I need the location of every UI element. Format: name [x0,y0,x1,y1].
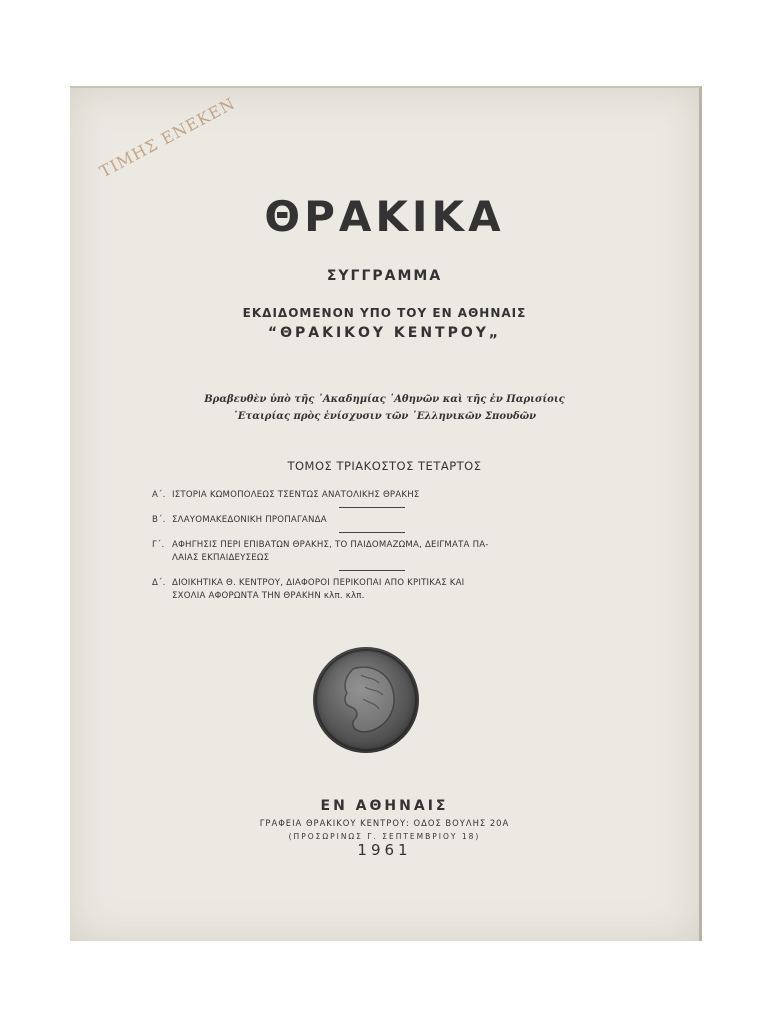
publisher-address: ΓΡΑΦΕΙΑ ΘΡΑΚΙΚΟΥ ΚΕΝΤΡΟΥ: ΟΔΟΣ ΒΟΥΛΗΣ 20Α [259,818,510,828]
entry-letter: Α΄. [152,490,166,500]
publication-year: 1961 [357,841,412,859]
publisher-line-2: “ΘΡΑΚΙΚΟΥ ΚΕΝΤΡΟΥ„ [267,325,502,341]
table-of-contents [152,489,592,603]
library-stamp: ΤΙΜΗΣ ΕΝΕΚΕΝ [96,93,239,182]
entry-text: ΣΛΑΥΟΜΑΚΕΔΟΝΙΚΗ ΠΡΟΠΑΓΑΝΔΑ [172,515,327,525]
publication-place: ΕΝ ΑΘΗΝΑΙΣ [320,798,449,814]
entry-letter: Γ΄. [152,540,165,550]
divider [339,507,405,508]
divider [339,570,405,571]
award-line-1: Βραβευθὲν ὑπὸ τῆς ᾿Ακαδημίας ᾿Αθηνῶν καὶ τῆς ἐν Παρισίοις [204,394,565,405]
award-note [70,391,699,425]
ancient-coin-head-icon [313,647,419,753]
contents-entry-a [152,489,592,502]
contents-entry-b [152,514,592,527]
book-subtitle: ΣΥΓΓΡΑΜΜΑ [326,268,443,284]
entry-letter: Δ΄. [152,578,166,588]
coin-relief [313,647,419,753]
book-title: ΘΡΑΚΙΚΑ [264,192,505,241]
entry-letter: Β΄. [152,515,166,525]
entry-text: ΙΣΤΟΡΙΑ ΚΩΜΟΠΟΛΕΩΣ ΤΣΕΝΤΩΣ ΑΝΑΤΟΛΙΚΗΣ ΘΡΑΚΗΣ [172,490,420,500]
award-line-2: ᾿Εταιρίας πρὸς ἐνίσχυσιν τῶν ῾Ελληνικῶν Σπουδῶν [232,411,537,422]
entry-text: ΑΦΗΓΗΣΙΣ ΠΕΡΙ ΕΠΙΒΑΤΩΝ ΘΡΑΚΗΣ, ΤΟ ΠΑΙΔΟΜΑΖΩΜΑ, ΔΕΙΓΜΑΤΑ ΠΑ- ΛΑΙΑΣ ΕΚΠΑΙΔΕΥΣΕΩΣ [172,540,489,563]
volume-heading: ΤΟΜΟΣ ΤΡΙΑΚΟΣΤΟΣ ΤΕΤΑΡΤΟΣ [287,459,482,473]
publisher-line-1: ΕΚΔΙΔΟΜΕΝΟΝ ΥΠΟ ΤΟΥ ΕΝ ΑΘΗΝΑΙΣ [242,306,527,320]
title-page [70,86,702,941]
temporary-address: (ΠΡΟΣΩΡΙΝΩΣ Γ. ΣΕΠΤΕΜΒΡΙΟΥ 18) [288,832,481,841]
divider [339,532,405,533]
entry-text: ΔΙΟΙΚΗΤΙΚΑ Θ. ΚΕΝΤΡΟΥ, ΔΙΑΦΟΡΟΙ ΠΕΡΙΚΟΠΑΙ ΑΠΟ ΚΡΙΤΙΚΑΣ ΚΑΙ ΣΧΟΛΙΑ ΑΦΟΡΩΝΤΑ ΤΗΝ ΘΡΑΚΗΝ κλπ. κλπ. [172,578,465,601]
contents-entry-c [152,539,592,565]
contents-entry-d [152,577,592,603]
